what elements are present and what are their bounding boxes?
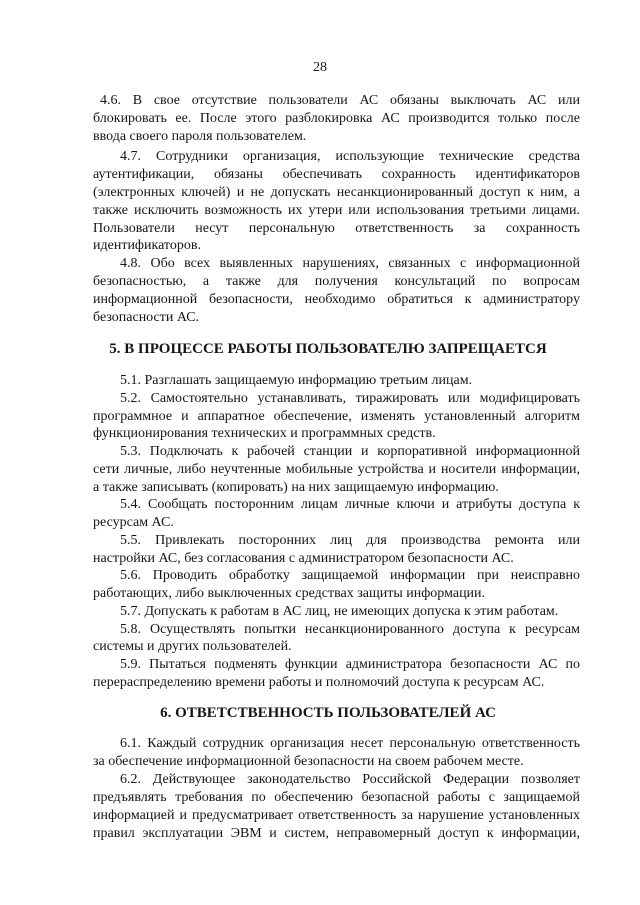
- text-line: информацией и предусматривает ответственность за нарушение установленных: [93, 808, 580, 823]
- text-line: блокировать ее. После этого разблокировка АС производится только после: [93, 111, 580, 126]
- text-line: ресурсам АС.: [93, 515, 174, 530]
- text-line: Пользователи несут персональную ответственность за сохранность: [93, 221, 580, 236]
- text-line: ввода своего пароля пользователем.: [93, 129, 307, 144]
- text-line: за обеспечение информационной безопасности на своем рабочем месте.: [93, 754, 524, 769]
- text-line: настройки АС, без согласования с администратором безопасности АС.: [93, 551, 514, 566]
- text-line: 4.8. Обо всех выявленных нарушениях, связанных с информационной: [120, 256, 580, 271]
- text-line: 4.6. В свое отсутствие пользователи АС обязаны выключать АС или: [100, 93, 580, 108]
- section-6-heading: 6. ОТВЕТСТВЕННОСТЬ ПОЛЬЗОВАТЕЛЕЙ АС: [160, 705, 496, 721]
- text-line: функционирования технических и программных средств.: [93, 426, 436, 441]
- text-line: 5.4. Сообщать посторонним лицам личные ключи и атрибуты доступа к: [120, 497, 580, 512]
- text-line: аутентификации, обязаны обеспечивать сохранность идентификаторов: [93, 167, 580, 182]
- text-line: 4.7. Сотрудники организация, использующие технические средства: [120, 149, 580, 164]
- text-line: (электронных ключей) и не допускать несанкционированный доступ к ним, а: [93, 185, 580, 200]
- text-line: 5.1. Разглашать защищаемую информацию третьим лицам.: [120, 373, 473, 388]
- text-line: перераспределению времени работы и полномочий доступа к ресурсам АС.: [93, 675, 545, 690]
- text-line: также исключить возможность их утери или использования третьими лицами.: [93, 203, 580, 218]
- text-line: 5.5. Привлекать посторонних лиц для производства ремонта или: [120, 533, 580, 548]
- text-line: системы и других пользователей.: [93, 639, 292, 654]
- text-line: информационной безопасности, необходимо обратиться к администратору: [93, 292, 580, 307]
- text-line: 5.6. Проводить обработку защищаемой информации при неисправно: [120, 568, 580, 583]
- page-number: 28: [313, 60, 327, 75]
- text-line: 5.7. Допускать к работам в АС лиц, не имеющих допуска к этим работам.: [120, 604, 559, 619]
- text-line: 5.9. Пытаться подменять функции администратора безопасности АС по: [120, 657, 580, 672]
- text-line: 6.1. Каждый сотрудник организация несет персональную ответственность: [120, 736, 580, 751]
- text-line: 6.2. Действующее законодательство Российской Федерации позволяет: [120, 772, 580, 787]
- text-line: безопасности АС.: [93, 310, 200, 325]
- section-5-heading: 5. В ПРОЦЕССЕ РАБОТЫ ПОЛЬЗОВАТЕЛЮ ЗАПРЕЩАЕТСЯ: [109, 341, 547, 357]
- text-line: а также записывать (копировать) на них защищаемую информацию.: [93, 480, 499, 495]
- text-line: 5.3. Подключать к рабочей станции и корпоративной информационной: [120, 444, 580, 459]
- text-line: программное и аппаратное обеспечение, изменять установленный алгоритм: [93, 409, 580, 424]
- text-line: работающих, либо выключенных средствах защиты информации.: [93, 586, 486, 601]
- text-line: предъявлять требования по обеспечению безопасной работы с защищаемой: [93, 790, 580, 805]
- text-line: идентификаторов.: [93, 238, 201, 253]
- text-line: правил эксплуатации ЭВМ и систем, неправомерный доступ к информации,: [93, 826, 580, 841]
- text-line: безопасностью, а также для получения консультаций по вопросам: [93, 274, 580, 289]
- text-line: 5.8. Осуществлять попытки несанкционированного доступа к ресурсам: [120, 622, 580, 637]
- text-line: сети личные, либо неучтенные мобильные устройства и носители информации,: [93, 462, 580, 477]
- text-line: 5.2. Самостоятельно устанавливать, тиражировать или модифицировать: [120, 391, 580, 406]
